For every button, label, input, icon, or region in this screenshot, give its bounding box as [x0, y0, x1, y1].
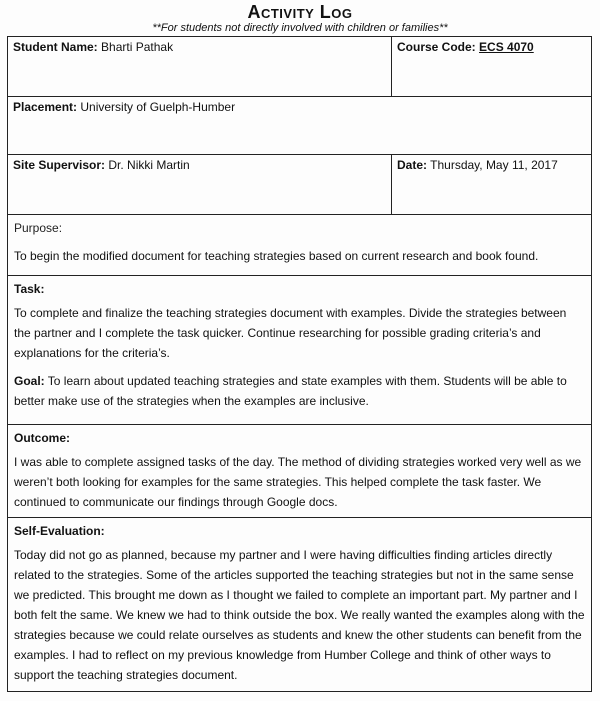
goal-text: To learn about updated teaching strategies and state examples with them. Students will be able to better make use of the strategies when the examples are inclusive.	[14, 374, 567, 408]
student-name-label: Student Name:	[13, 40, 98, 54]
supervisor-row	[8, 155, 591, 215]
placement-value: University of Guelph-Humber	[80, 100, 236, 114]
site-supervisor-cell	[8, 155, 391, 214]
purpose-label: Purpose:	[14, 221, 63, 235]
placement-row	[8, 97, 591, 155]
student-name-value: Bharti Pathak	[101, 40, 174, 54]
site-supervisor-label: Site Supervisor:	[13, 158, 106, 172]
date-value: Thursday, May 11, 2017	[430, 158, 558, 172]
course-code-label: Course Code:	[397, 40, 476, 54]
site-supervisor-value: Dr. Nikki Martin	[108, 158, 190, 172]
placement-label: Placement:	[13, 100, 78, 114]
self-evaluation-row	[8, 518, 591, 690]
goal-paragraph	[14, 371, 585, 411]
outcome-label: Outcome:	[14, 431, 71, 445]
task-row	[8, 276, 591, 425]
self-evaluation-label: Self-Evaluation:	[14, 524, 105, 538]
course-code-cell	[391, 37, 590, 96]
task-text: To complete and finalize the teaching strategies document with examples. Divide the strategies between the partner and I complete the task quicker. Continue researching for possible grading criteria’s and explanations for the criteria’s.	[14, 306, 567, 360]
student-row	[8, 37, 591, 97]
date-cell	[391, 155, 590, 214]
task-label: Task:	[14, 282, 45, 296]
self-evaluation-text: Today did not go as planned, because my partner and I were having difficulties finding articles directly related to the strategies. Some of the articles supported the teaching strategies but not in the same sense we predicted. This brought me down as I thought we failed to complete an important part. My partner and I both felt the same. We knew we had to think outside the box. We really wanted the examples along with the strategies because we could relate ourselves as students and knew the other students can benefit from the examples. I had to reflect on my previous knowledge from Humber College and think of other ways to support the teaching strategies document.	[14, 548, 585, 682]
outcome-text: I was able to complete assigned tasks of the day. The method of dividing strategies worked very well as we weren’t both looking for examples for the same strategies. This helped complete the task faster. We continued to communicate our findings through Google docs.	[14, 455, 582, 509]
student-name-cell	[8, 37, 391, 96]
document-title: Activity Log	[247, 2, 353, 22]
placement-cell	[8, 97, 591, 154]
document-subtitle: **For students not directly involved with children or families**	[152, 22, 448, 34]
outcome-row	[8, 425, 591, 518]
course-code-value: ECS 4070	[479, 40, 534, 54]
purpose-text: To begin the modified document for teaching strategies based on current research and book found.	[14, 249, 539, 263]
purpose-row	[8, 215, 591, 276]
date-label: Date:	[397, 158, 428, 172]
goal-label: Goal:	[14, 374, 45, 388]
activity-log-form	[7, 36, 592, 692]
